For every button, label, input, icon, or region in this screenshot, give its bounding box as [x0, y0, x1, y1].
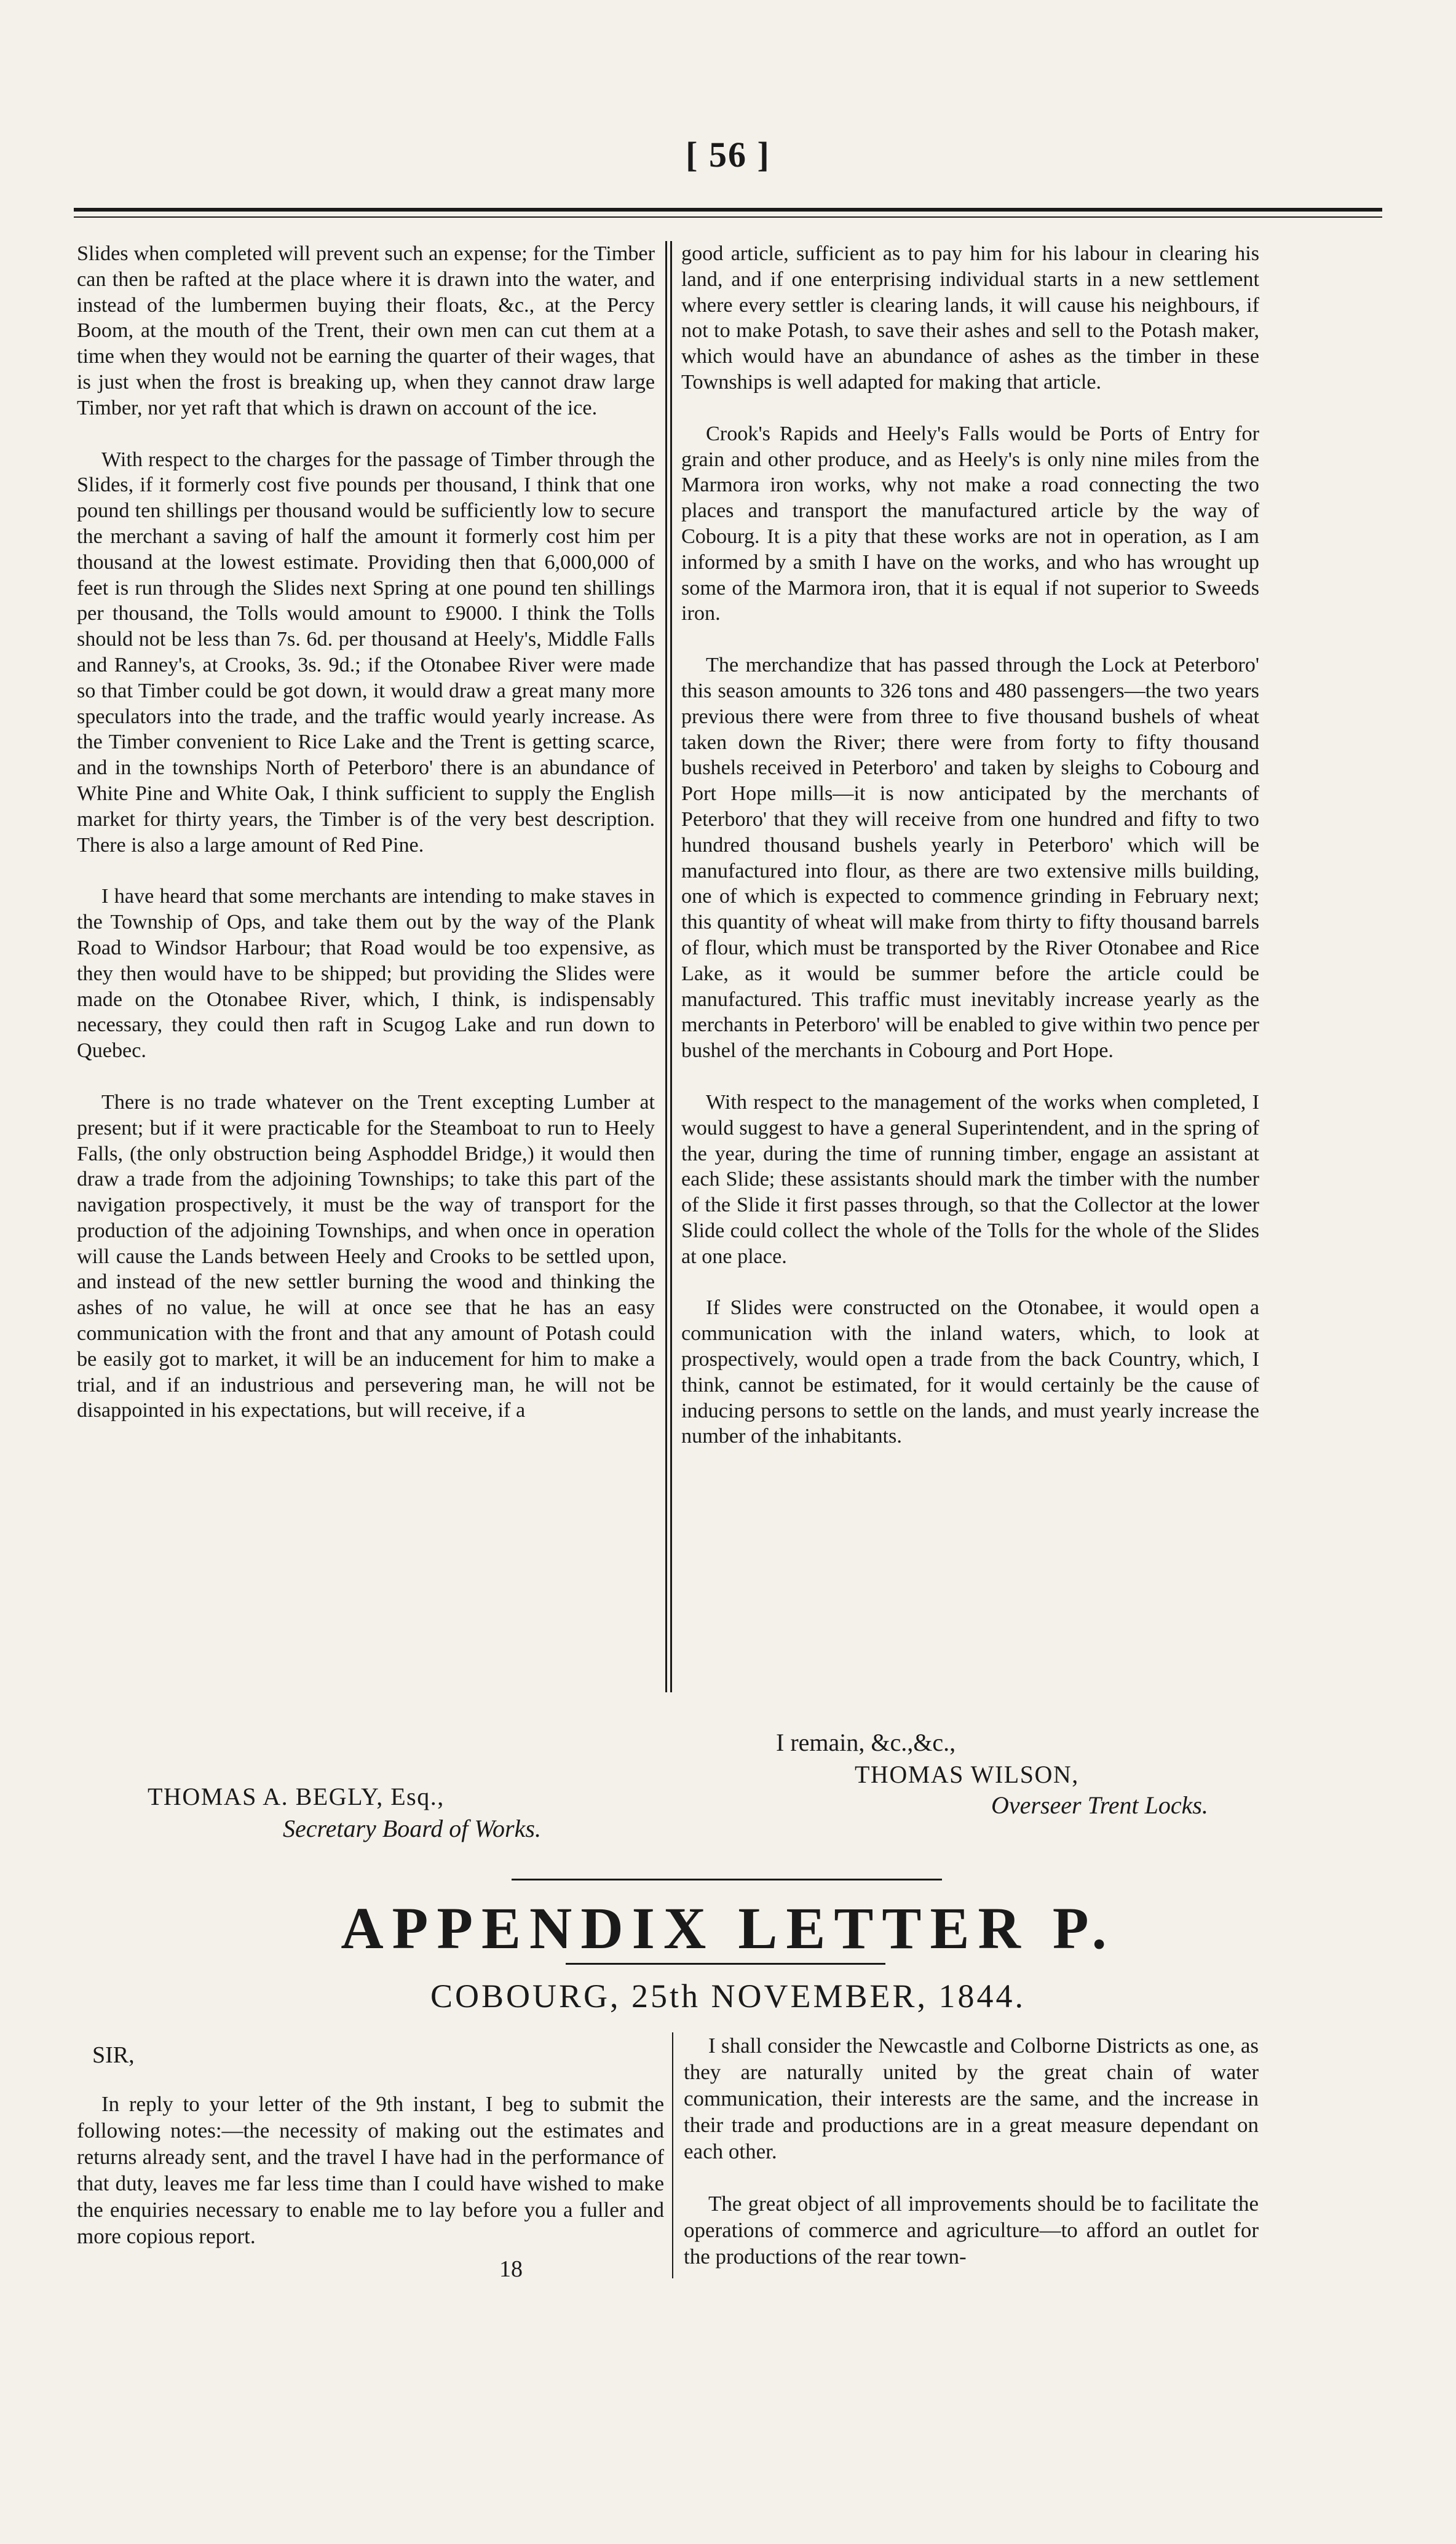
paragraph: Slides when completed will prevent such an expense; for the Timber can then be rafted at the place where it is drawn into the water, and instead of the lumbermen buying their floats, &c., at the Percy Boom, at the mouth of the Trent, their own men can cut them at a time when they would not be earning the quarter of their wages, that is just when the frost is breaking up, when they cannot draw large Timber, nor yet raft that which is drawn on account of the ice.	[77, 242, 655, 419]
salutation: SIR,	[92, 2042, 135, 2068]
closing-remain: I remain, &c.,&c.,	[776, 1729, 956, 1756]
addressee-name: THOMAS A. BEGLY, Esq.,	[148, 1783, 445, 1810]
left-column	[77, 241, 655, 1449]
closing-signer-title: Overseer Trent Locks.	[991, 1791, 1208, 1819]
paragraph: With respect to the management of the works when completed, I would suggest to have a general Superintendent, and in the spring of the year, during the time of running timber, engage an assistant at each Slide; these assistants should mark the timber with the number of the Slide it first passes through, so that the Collector at the lower Slide could collect the whole of the Tolls for the whole of the Slides at one place.	[681, 1090, 1259, 1268]
paragraph: With respect to the charges for the passage of Timber through the Slides, if it formerly cost five pounds per thousand, I think that one pound ten shillings per thousand would be sufficiently low to secure the merchant a saving of half the amount it formerly cost him per thousand at the lowest estimate. Providing then that 6,000,000 of feet is run through the Slides next Spring at one pound ten shillings per thousand, the Tolls would amount to £9000. I think the Tolls should not be less than 7s. 6d. per thousand at Heely's, Middle Falls and Ranney's, at Crooks, 3s. 9d.; if the Otonabee River were made so that Timber could be got down, it would draw a great many more speculators into the trade, and the traffic would yearly increase. As the Timber convenient to Rice Lake and the Trent is getting scarce, and in the townships North of Peterboro' there is an abundance of White Pine and White Oak, I think sufficient to supply the English market for thirty years, the Timber is of the very best description. There is also a large amount of Red Pine.	[77, 448, 655, 857]
closing-signer: THOMAS WILSON,	[855, 1761, 1079, 1788]
signature-mark: 18	[499, 2256, 523, 2282]
paragraph: In reply to your letter of the 9th instant, I beg to submit the following notes:—the necessity of making out the estimates and returns already sent, and the travel I have had in the performance of that duty, leaves me far less time than I could have wished to make the enquiries necessary to enable me to lay before you a fuller and more copious report.	[77, 2092, 664, 2248]
appendix-right-column	[684, 2032, 1259, 2296]
dateline: COBOURG, 25th NOVEMBER, 1844.	[430, 1978, 1026, 2015]
paragraph: If Slides were constructed on the Otonabee, it would open a communication with the inland waters, which, to look at prospectively, would open a trade from the back Country, which, I think, cannot be estimated, for it would certainly be the cause of inducing persons to settle on the lands, and must yearly increase the number of the inhabitants.	[681, 1296, 1259, 1448]
appendix-left-column	[77, 2091, 664, 2275]
paragraph: Crook's Rapids and Heely's Falls would be Ports of Entry for grain and other produce, and as Heely's is only nine miles from the Marmora iron works, why not make a road connecting the two places and transport the manufactured article by the way of Cobourg. It is a pity that these works are not in operation, as I am informed by a smith I have on the works, and who has wrought up some of the Marmora iron, that it is equal if not superior to Sweeds iron.	[681, 422, 1259, 625]
appendix-title: APPENDIX LETTER P.	[341, 1895, 1115, 1961]
header-rule-thick	[74, 208, 1382, 212]
page-number: [ 56 ]	[686, 135, 770, 175]
paragraph: The great object of all improvements should be to facilitate the operations of commerce and agriculture—to afford an outlet for the productions of the rear town-	[684, 2192, 1259, 2269]
section-rule	[566, 1963, 885, 1965]
paragraph: The merchandize that has passed through the Lock at Peterboro' this season amounts to 326 tons and 480 passengers—the two years previous there were from three to five thousand bushels of wheat taken down the River; there were from forty to fifty thousand bushels received in Peterboro' and taken by sleighs to Cobourg and Port Hope mills—it is now anticipated by the merchants of Peterboro' that they will receive from one hundred and fifty to two hundred thousand bushels yearly in Peterboro' which will be manufactured into flour, as there are two extensive mills building, one of which is expected to commence grinding in February next; this quantity of wheat will make from thirty to fifty thousand barrels of flour, which must be transported by the River Otonabee and Rice Lake, as it would be summer before the article could be manufactured. This traffic must inevitably increase yearly as the merchants in Peterboro' will be enabled to give within two pence per bushel of the merchants in Cobourg and Port Hope.	[681, 654, 1259, 1063]
column-divider	[670, 241, 672, 1692]
paragraph: I shall consider the Newcastle and Colborne Districts as one, as they are naturally united by the great chain of water communication, their interests are the same, and the increase in their trade and productions are in a great measure dependant on each other.	[684, 2034, 1259, 2163]
column-divider	[665, 241, 667, 1692]
right-column	[681, 241, 1259, 1475]
section-rule	[512, 1879, 942, 1880]
column-divider	[672, 2032, 673, 2278]
header-rule-thin	[74, 216, 1382, 218]
paragraph: There is no trade whatever on the Trent excepting Lumber at present; but if it were practicable for the Steamboat to run to Heely Falls, (the only obstruction being Asphoddel Bridge,) it would then draw a trade from the adjoining Townships; to take this part of the navigation prospectively, it must be the way of transport for the production of the adjoining Townships, and when once in operation will cause the Lands between Heely and Crooks to be settled upon, and instead of the new settler burning the wood and thinking the ashes of no value, he will at once see that he has an easy communication with the front and that any amount of Potash could be easily got to market, it will be an inducement for him to make a trial, and if an industrious and persevering man, he will not be disappointed in his expectations, but will receive, if a	[77, 1090, 655, 1422]
paragraph: I have heard that some merchants are intending to make staves in the Township of Ops, and take them out by the way of the Plank Road to Windsor Harbour; that Road would be too expensive, as they then would have to be shipped; but providing the Slides were made on the Otonabee River, which, I think, is indispensably necessary, they could then raft in Scugog Lake and run down to Quebec.	[77, 885, 655, 1063]
addressee-title: Secretary Board of Works.	[283, 1815, 541, 1842]
paragraph: good article, sufficient as to pay him for his labour in clearing his land, and if one enterprising individual starts in a new settlement where every settler is clearing lands, it will cause his neighbours, if not to make Potash, to save their ashes and sell to the Potash maker, which would have an abundance of ashes as the timber in these Townships is well adapted for making that article.	[681, 242, 1259, 394]
